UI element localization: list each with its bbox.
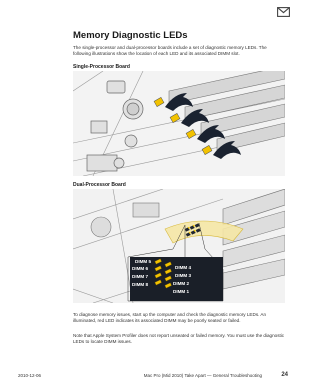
- single-processor-heading: Single-Processor Board: [73, 64, 130, 70]
- footer-date: 2010-12-06: [18, 373, 42, 378]
- dimm5-callout: DIMM 5: [135, 259, 152, 264]
- dimm4-callout: DIMM 4: [175, 265, 192, 270]
- intro-paragraph: The single-processor and dual-processor boards include a set of diagnostic memory LEDs. The following illustrations show the location of each LED and its associated DIMM slot.: [73, 45, 267, 57]
- dimm7-callout: DIMM 7: [132, 274, 149, 279]
- envelope-icon[interactable]: [277, 7, 290, 17]
- footer-title: Mac Pro (Mid 2010) Take Apart — General Troubleshooting: [143, 373, 262, 378]
- dimm3-callout: DIMM 3: [175, 273, 192, 278]
- dimm6-callout: DIMM 6: [132, 266, 149, 271]
- dimm2-callout: DIMM 2: [173, 281, 190, 286]
- dual-processor-board-illustration: [73, 189, 285, 303]
- instructions-paragraph: To diagnose memory issues, start up the computer and check the diagnostic memory LEDs. An illuminated, red LED indicates its associated DIMM may be poorly seated or failed.: [73, 312, 267, 324]
- single-processor-board-illustration: [73, 71, 285, 176]
- dimm8-callout: DIMM 8: [132, 282, 149, 287]
- page-number: 24: [281, 372, 288, 378]
- dimm1-callout: DIMM 1: [173, 289, 190, 294]
- dual-processor-heading: Dual-Processor Board: [73, 182, 126, 188]
- note-paragraph: Note that Apple System Profiler does not report unseated or failed memory. You must use the diagnostic LEDs to locate DIMM issues.: [73, 333, 285, 345]
- page-title: Memory Diagnostic LEDs: [73, 30, 188, 41]
